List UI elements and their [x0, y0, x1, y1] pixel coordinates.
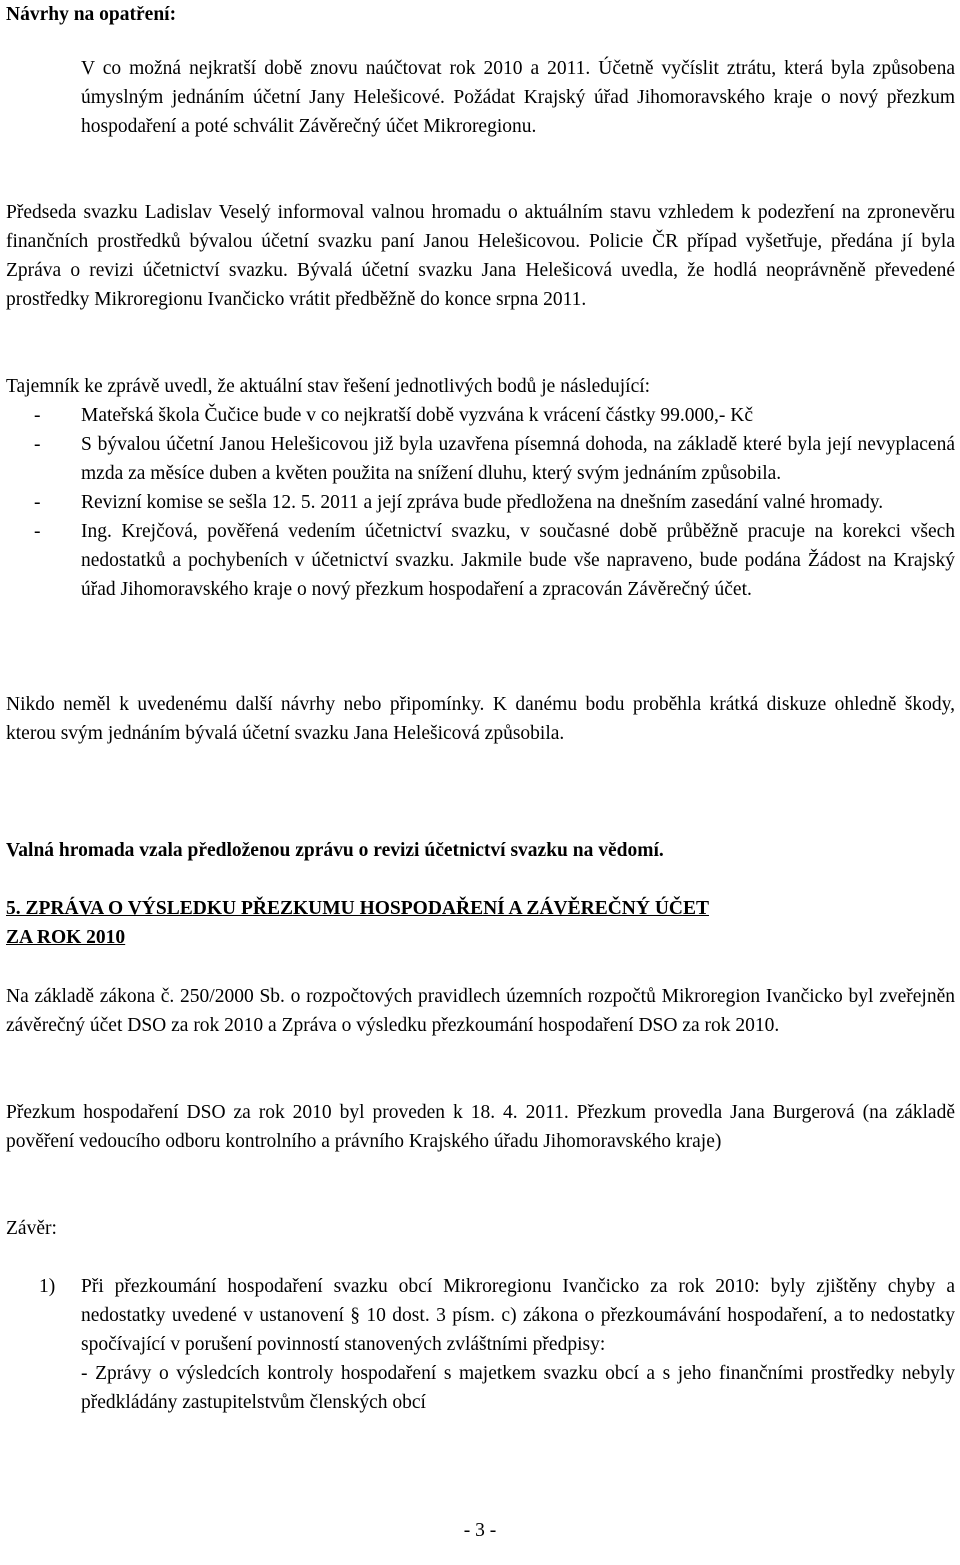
- list-item: [6, 401, 955, 430]
- discussion-paragraph: Nikdo neměl k uvedenému další návrhy nebo připomínky. K danému bodu proběhla krátká diskuze ohledně škody, kterou svým jednáním bývalá účetní svazku Jana Helešicová způsobila.: [6, 694, 955, 744]
- list-item: [6, 488, 955, 517]
- list-item: [6, 430, 955, 488]
- conclusion-list: [6, 1272, 955, 1417]
- proposal-paragraph: V co možná nejkratší době znovu naúčtovat rok 2010 a 2011. Účetně vyčíslit ztrátu, která byla způsobena úmyslným jednáním účetní Jany Helešicové. Požádat Krajský úřad Jihomoravského kraje o nový přezkum hospodaření a poté schválit Závěrečný účet Mikroregionu.: [81, 58, 955, 137]
- list-marker: -: [34, 521, 41, 542]
- list-marker: -: [34, 434, 41, 455]
- heading-line-2: ZA ROK 2010: [6, 927, 126, 948]
- list-marker: -: [34, 492, 41, 513]
- list-marker: -: [34, 405, 41, 426]
- conclusion-subitem: - Zprávy o výsledcích kontroly hospodaření s majetkem svazku obcí a s jeho finančními prostředky nebyly předkládány zastupitelstvům členských obcí: [81, 1363, 955, 1413]
- list-item-text: Revizní komise se sešla 12. 5. 2011 a její zpráva bude předložena na dnešním zasedání valné hromady.: [81, 492, 884, 513]
- list-item-text: S bývalou účetní Janou Helešicovou již byla uzavřena písemná dohoda, na základě které byla její nevyplacená mzda za měsíce duben a květen použita na snížení dluhu, který svým jednáním způsobila.: [81, 434, 955, 484]
- conclusion-item: [6, 1272, 955, 1417]
- page-number: - 3 -: [463, 1520, 497, 1541]
- review-paragraph: Přezkum hospodaření DSO za rok 2010 byl proveden k 18. 4. 2011. Přezkum provedla Jana Burgerová (na základě pověření vedoucího odboru kontrolního a právního Krajského úřadu Jihomoravského kraje): [6, 1102, 955, 1152]
- conclusion-label: Závěr:: [6, 1218, 57, 1239]
- resolution-text: Valná hromada vzala předloženou zprávu o revizi účetnictví svazku na vědomí.: [6, 840, 664, 861]
- section-title: Návrhy na opatření:: [6, 4, 177, 25]
- heading-line-1: 5. ZPRÁVA O VÝSLEDKU PŘEZKUMU HOSPODAŘENÍ A ZÁVĚREČNÝ ÚČET: [6, 898, 709, 919]
- section-5-heading: [6, 894, 955, 952]
- conclusion-item-text: Při přezkoumání hospodaření svazku obcí Mikroregionu Ivančicko za rok 2010: byly zjištěny chyby a nedostatky uvedené v ustanovení § 10 dost. 3 písm. c) zákona o přezkoumávání hospodaření, a to nedostatky spočívající v porušení povinností stanovených zvláštními předpisy:: [81, 1276, 955, 1355]
- law-paragraph: Na základě zákona č. 250/2000 Sb. o rozpočtových pravidlech územních rozpočtů Mikroregion Ivančicko byl zveřejněn závěrečný účet DSO za rok 2010 a Zpráva o výsledku přezkoumání hospodaření DSO za rok 2010.: [6, 986, 955, 1036]
- list-item: [6, 517, 955, 604]
- secretary-intro: Tajemník ke zprávě uvedl, že aktuální stav řešení jednotlivých bodů je následující:: [6, 376, 651, 397]
- conclusion-item-number: 1): [39, 1276, 56, 1297]
- list-item-text: Mateřská škola Čučice bude v co nejkratší době vyzvána k vrácení částky 99.000,- Kč: [81, 405, 753, 426]
- chairman-paragraph: Předseda svazku Ladislav Veselý informoval valnou hromadu o aktuálním stavu vzhledem k podezření na zpronevěru finančních prostředků bývalou účetní svazku paní Janou Helešicovou. Policie ČR případ vyšetřuje, předána jí byla Zpráva o revizi účetnictví svazku. Bývalá účetní svazku Jana Helešicová uvedla, že hodlá neoprávněně převedené prostředky Mikroregionu Ivančicko vrátit předběžně do konce srpna 2011.: [6, 202, 955, 310]
- list-item-text: Ing. Krejčová, pověřená vedením účetnictví svazku, v současné době průběžně pracuje na korekci všech nedostatků a pochybeních v účetnictví svazku. Jakmile bude vše napraveno, bude podána Žádost na Krajský úřad Jihomoravského kraje o nový přezkum hospodaření a zpracován Závěrečný účet.: [81, 521, 955, 600]
- secretary-report: [6, 372, 955, 604]
